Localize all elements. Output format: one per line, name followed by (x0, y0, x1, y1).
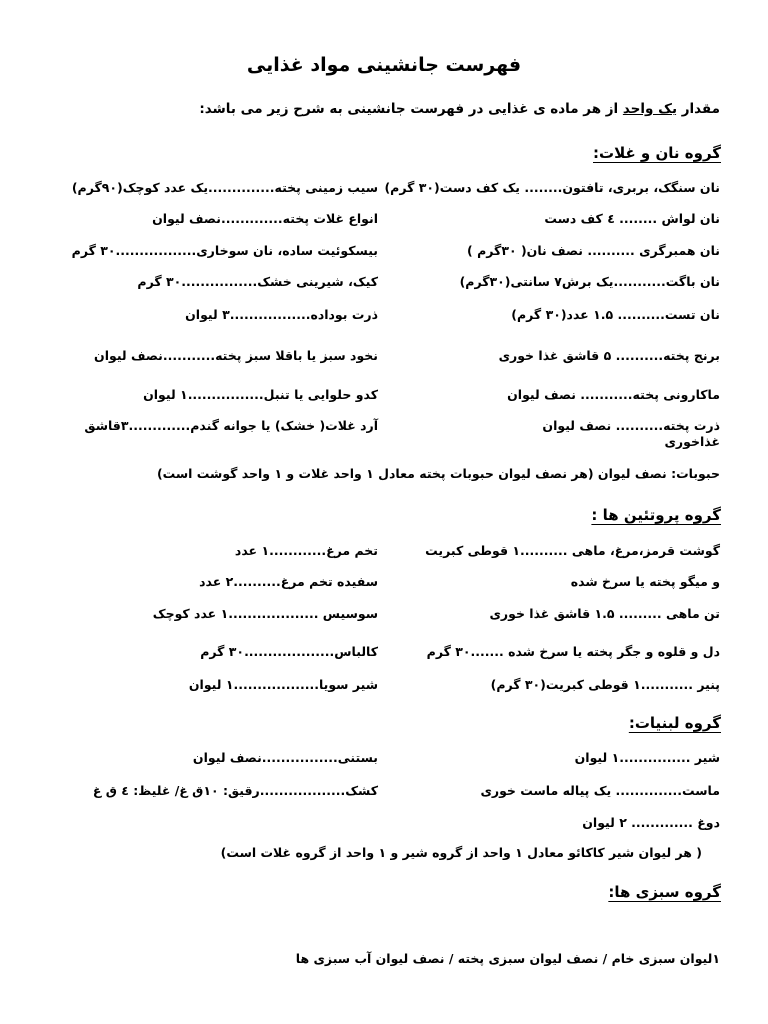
protein-item: تن ماهی ......... ۱.۵ قاشق غذا خوری (489, 606, 720, 621)
cocoa-milk-note: ( هر لیوان شیر کاکائو معادل ۱ واحد از گروه شیر و ۱ واحد از گروه غلات است) (220, 845, 702, 860)
protein-item: و میگو پخته یا سرخ شده (570, 574, 720, 589)
bread-item: ماکارونی پخته........... نصف لیوان (507, 387, 720, 402)
bread-item: نان همبرگری .......... نصف نان( ۳۰گرم ) (467, 243, 720, 258)
page-title: فهرست جانشینی مواد غذایی (246, 54, 522, 76)
protein-item: گوشت قرمز،مرغ، ماهی ..........۱ قوطی کبریت (425, 543, 720, 558)
protein-item: کالباس...................۳۰ گرم (200, 644, 378, 659)
bread-item: آرد غلات( خشک) یا جوانه گندم.............۳قاشق (84, 418, 378, 433)
dairy-item: دوغ ............. ۲ لیوان (582, 815, 720, 830)
protein-item: دل و قلوه و جگر پخته یا سرخ شده .......۳۰ گرم (426, 644, 720, 659)
dairy-item: شیر ...............۱ لیوان (574, 750, 720, 765)
intro-text (199, 101, 720, 117)
bread-item: سیب زمینی پخته..............یک عدد کوچک(۹۰گرم) (71, 180, 378, 195)
bread-item: ذرت پخته.......... نصف لیوان (542, 418, 720, 433)
bread-item: برنج پخته.......... ۵ قاشق غذا خوری (498, 348, 720, 363)
intro-underlined: یک واحد (622, 101, 678, 117)
intro-after: از هر ماده ی غذایی در فهرست جانشینی به شرح زیر می باشد: (199, 101, 623, 117)
section-heading-dairy: گروه لبنیات: (628, 714, 721, 732)
bread-item: نان تست.......... ۱.۵ عدد(۳۰ گرم) (511, 307, 720, 322)
section-heading-bread: گروه نان و غلات: (593, 144, 721, 162)
bread-item: ذرت بوداده.................۳ لیوان (185, 307, 378, 322)
bread-item: کدو حلوایی یا تنبل................۱ لیوان (143, 387, 378, 402)
bread-item: نخود سبز یا باقلا سبز پخته...........نصف لیوان (94, 348, 378, 363)
dairy-item: کشک..................رقیق: ۱۰ق غ/ غلیظ: ٤ ق غ (92, 783, 378, 798)
dairy-item: ماست.............. یک پیاله ماست خوری (480, 783, 720, 798)
section-heading-protein: گروه پروتئین ها : (591, 506, 721, 524)
protein-item: پنیر ...........۱ قوطی کبریت(۳۰ گرم) (490, 677, 720, 692)
legumes-note: حبوبات: نصف لیوان (هر نصف لیوان حبوبات پخته معادل ۱ واحد غلات و ۱ واحد گوشت است) (156, 466, 720, 481)
bread-item: نان لواش ........ ٤ کف دست (544, 211, 720, 226)
section-heading-vegetables: گروه سبزی ها: (608, 883, 721, 901)
protein-item: سوسیس ...................۱ عدد کوچک (152, 606, 378, 621)
bread-item: کیک، شیرینی خشک................۳۰ گرم (137, 274, 378, 289)
bread-item: نان سنگک، بربری، تافتون........ یک کف دست(۳۰ گرم) (384, 180, 720, 195)
vegetable-serving-line: ۱لیوان سبزی خام / نصف لیوان سبزی پخته / نصف لیوان آب سبزی ها (295, 951, 720, 966)
dairy-item: بستنی................نصف لیوان (192, 750, 378, 765)
intro-before: مقدار (677, 101, 720, 117)
bread-item: انواع غلات پخته.............نصف لیوان (152, 211, 378, 226)
protein-item: شیر سویا..................۱ لیوان (188, 677, 378, 692)
bread-item: نان باگت...........یک برش۷ سانتی(۳۰گرم) (459, 274, 720, 289)
bread-item: بیسکوئیت ساده، نان سوخاری.................۳۰ گرم (71, 243, 378, 258)
protein-item: تخم مرغ............۱ عدد (234, 543, 378, 558)
protein-item: سفیده تخم مرغ..........۲ عدد (199, 574, 378, 589)
bread-item-continuation: غذاخوری (664, 434, 720, 449)
